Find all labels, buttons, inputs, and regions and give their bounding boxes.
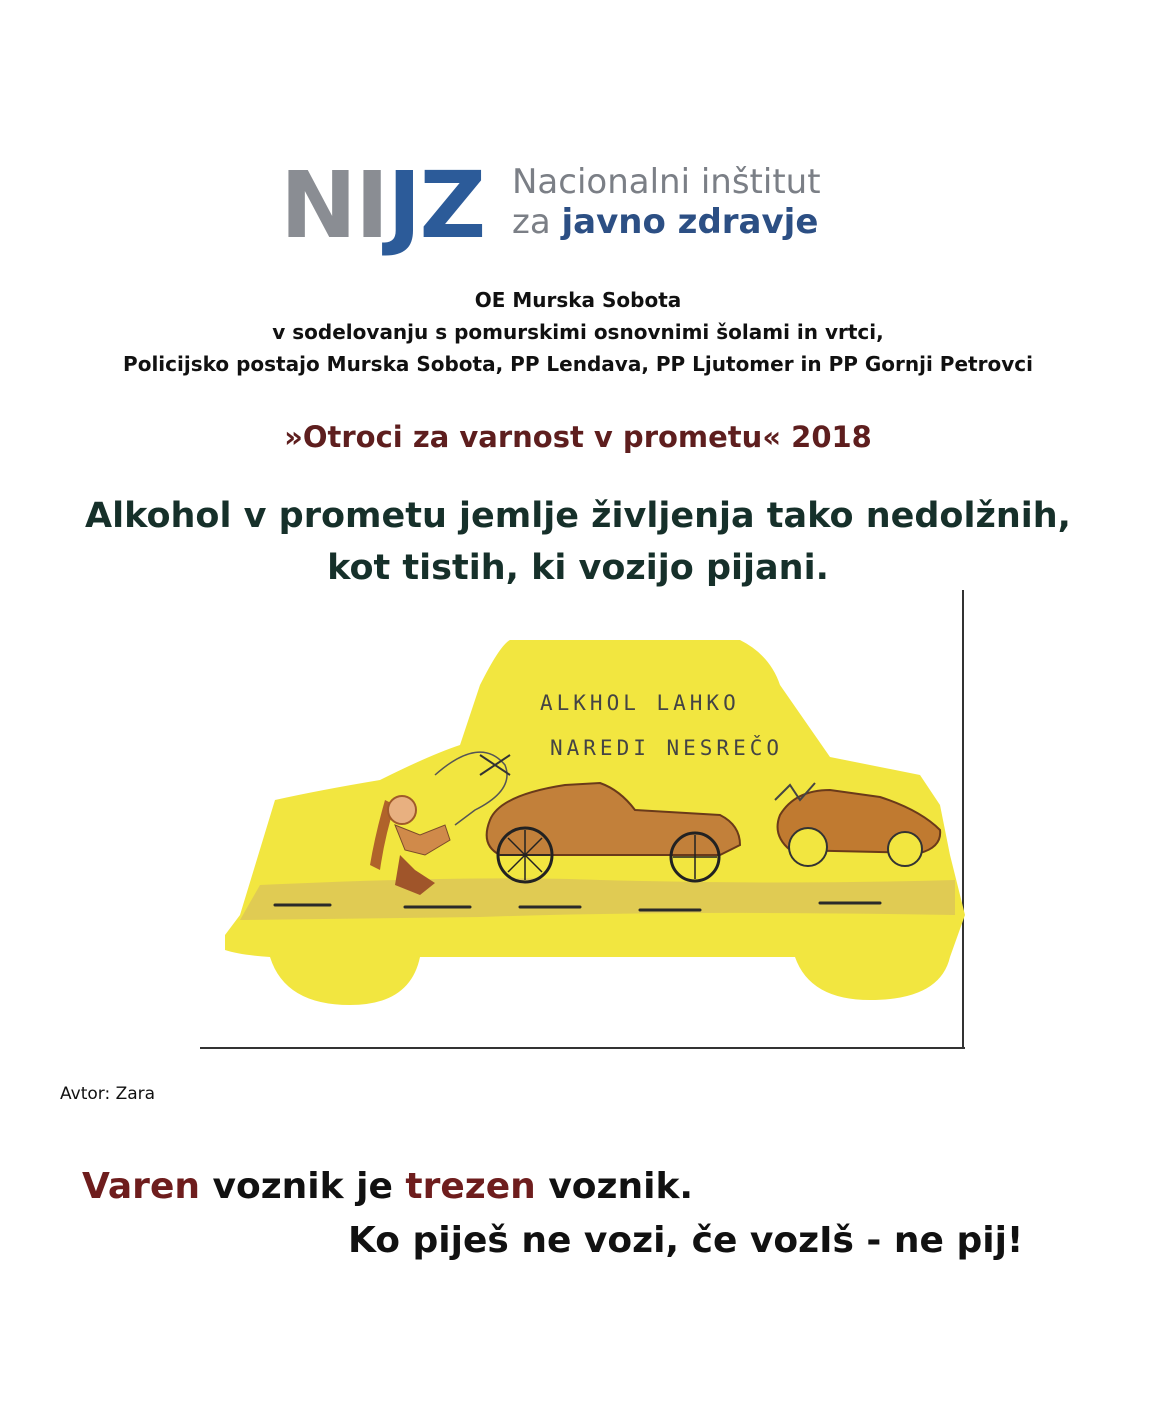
logo-text	[512, 162, 821, 242]
logo-mark	[280, 152, 485, 259]
closing-line-1	[82, 1166, 693, 1207]
drawing-illustration	[180, 585, 980, 1055]
logo-mark-left: NI	[280, 152, 388, 259]
drawing-handwriting-2: NAREDI NESREČO	[550, 736, 784, 760]
closing-word-trezen: trezen	[405, 1166, 536, 1207]
closing-word-2: voznik je	[199, 1166, 406, 1207]
header-line-3: Policijsko postajo Murska Sobota, PP Lendava, PP Ljutomer in PP Gornji Petrovci	[123, 352, 1033, 376]
campaign-title: »Otroci za varnost v prometu« 2018	[284, 420, 872, 454]
closing-word-varen: Varen	[82, 1166, 200, 1207]
slogan-line-2: kot tistih, ki vozijo pijani.	[327, 548, 829, 588]
closing-word-4: voznik.	[535, 1166, 694, 1207]
slogan-line-1: Alkohol v prometu jemlje življenja tako nedolžnih,	[85, 496, 1071, 536]
logo-text-prefix: za	[512, 202, 551, 242]
header-line-2: v sodelovanju s pomurskimi osnovnimi šolami in vrtci,	[272, 320, 884, 344]
logo-text-line1: Nacionalni inštitut	[512, 162, 821, 202]
logo-text-strong: javno zdravje	[561, 202, 819, 242]
closing-line-2: Ko piješ ne vozi, če vozIš - ne pij!	[348, 1220, 1024, 1261]
drawing-handwriting-1: ALKHOL LAHKO	[540, 691, 740, 715]
logo-text-line2	[512, 202, 821, 242]
logo-mark-right: JZ	[387, 152, 485, 259]
slogan	[0, 490, 1156, 594]
nijz-logo	[280, 150, 880, 260]
organization-header	[0, 284, 1156, 380]
header-line-1: OE Murska Sobota	[474, 288, 682, 312]
child-drawing	[180, 585, 980, 1055]
author-credit: Avtor: Zara	[60, 1084, 156, 1104]
